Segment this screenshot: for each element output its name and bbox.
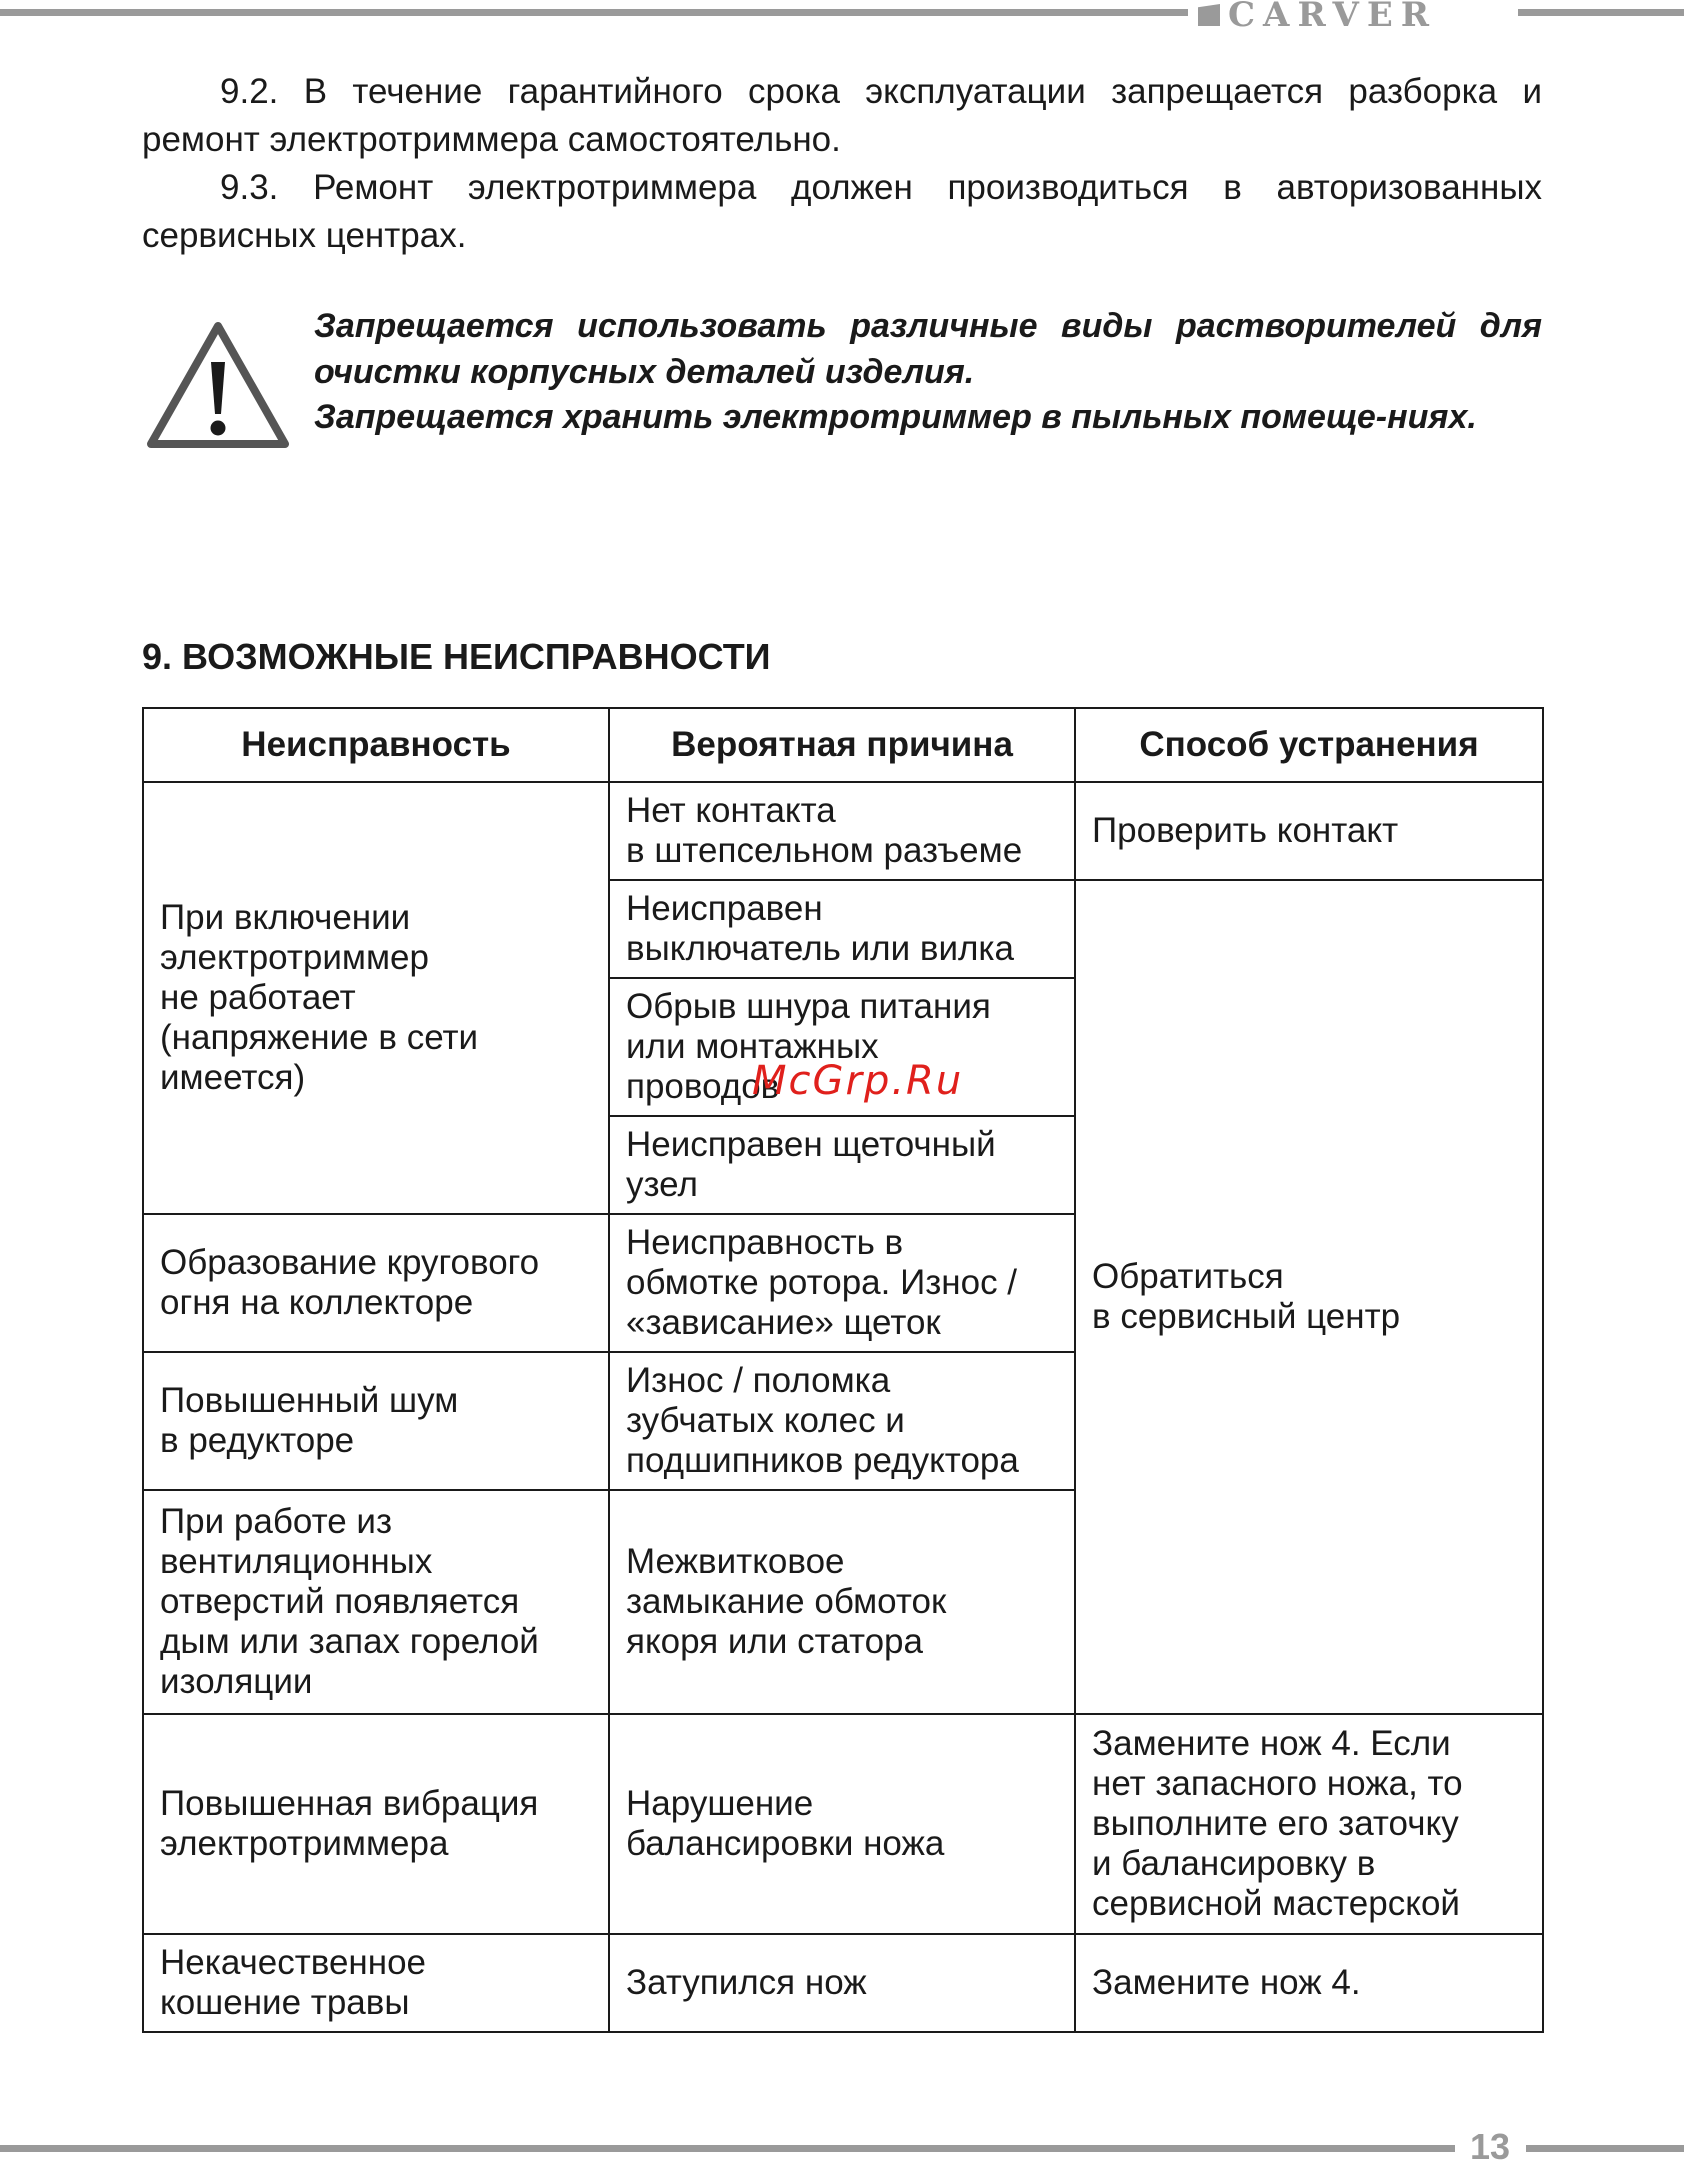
table-row (143, 1714, 1543, 1934)
cause-cell: Износ / поломка зубчатых колес и подшипников редуктора (609, 1352, 1075, 1490)
fault-cell: Повышенная вибрация электротриммера (143, 1714, 609, 1934)
paragraph-9-2 (142, 68, 1542, 164)
remedy-cell: Замените нож 4. Если нет запасного ножа, то выполните его заточку и балансировку в сервисной мастерской (1075, 1714, 1543, 1934)
paragraph-9-3 (142, 164, 1542, 260)
fault-cell: При включении электротриммер не работает (напряжение в сети имеется) (143, 782, 609, 1214)
paragraph-text: Ремонт электротриммера должен производиться в авторизованных сервисных центрах. (142, 168, 1542, 255)
watermark: McGrp.Ru (752, 1058, 964, 1104)
cause-cell: Межвитковое замыкание обмоток якоря или статора (609, 1490, 1075, 1714)
paragraph-number: 9.2. (220, 72, 279, 111)
faults-table (142, 707, 1544, 2033)
remedy-cell: Замените нож 4. (1075, 1934, 1543, 2032)
warning-triangle-icon (145, 318, 291, 452)
page-number: 13 (1469, 2126, 1511, 2167)
cause-cell: Неисправность в обмотке ротора. Износ / «зависание» щеток (609, 1214, 1075, 1352)
brand-logo (1198, 0, 1438, 35)
header-rule-right (1518, 9, 1684, 16)
table-row (143, 1934, 1543, 2032)
table-header-row (143, 708, 1543, 782)
warning-text (314, 304, 1542, 441)
cause-cell: Неисправен выключатель или вилка (609, 880, 1075, 978)
warning-line-storage: Запрещается хранить электротриммер в пыльных помеще-ниях. (314, 398, 1477, 436)
paragraph-text: В течение гарантийного срока эксплуатации запрещается разборка и ремонт электротриммера самостоятельно. (142, 72, 1542, 159)
header-cause: Вероятная причина (609, 708, 1075, 782)
cause-cell: Нет контакта в штепсельном разъеме (609, 782, 1075, 880)
fault-cell: При работе из вентиляционных отверстий появляется дым или запах горелой изоляции (143, 1490, 609, 1714)
cause-cell: Нарушение балансировки ножа (609, 1714, 1075, 1934)
fault-cell: Некачественное кошение травы (143, 1934, 609, 2032)
header-fault: Неисправность (143, 708, 609, 782)
section-title: 9. ВОЗМОЖНЫЕ НЕИСПРАВНОСТИ (142, 636, 771, 677)
table-row (143, 782, 1543, 880)
warning-line-solvents: Запрещается использовать различные виды растворителей для очистки корпусных деталей изделия. (314, 307, 1542, 391)
header-remedy: Способ устранения (1075, 708, 1543, 782)
paragraph-number: 9.3. (220, 168, 279, 207)
footer-rule-left (0, 2145, 1455, 2152)
brand-name: CARVER (1228, 0, 1438, 35)
cause-cell: Неисправен щеточный узел (609, 1116, 1075, 1214)
cause-cell: Затупился нож (609, 1934, 1075, 2032)
footer-rule-right (1526, 2145, 1684, 2152)
fault-cell: Повышенный шум в редукторе (143, 1352, 609, 1490)
cause-cell: Обрыв шнура питания или монтажных проводов (609, 978, 1075, 1116)
remedy-cell: Проверить контакт (1075, 782, 1543, 880)
fault-cell: Образование кругового огня на коллекторе (143, 1214, 609, 1352)
remedy-cell: Обратиться в сервисный центр (1075, 880, 1543, 1714)
brand-mark-icon (1198, 4, 1220, 26)
header-rule-left (0, 9, 1188, 16)
